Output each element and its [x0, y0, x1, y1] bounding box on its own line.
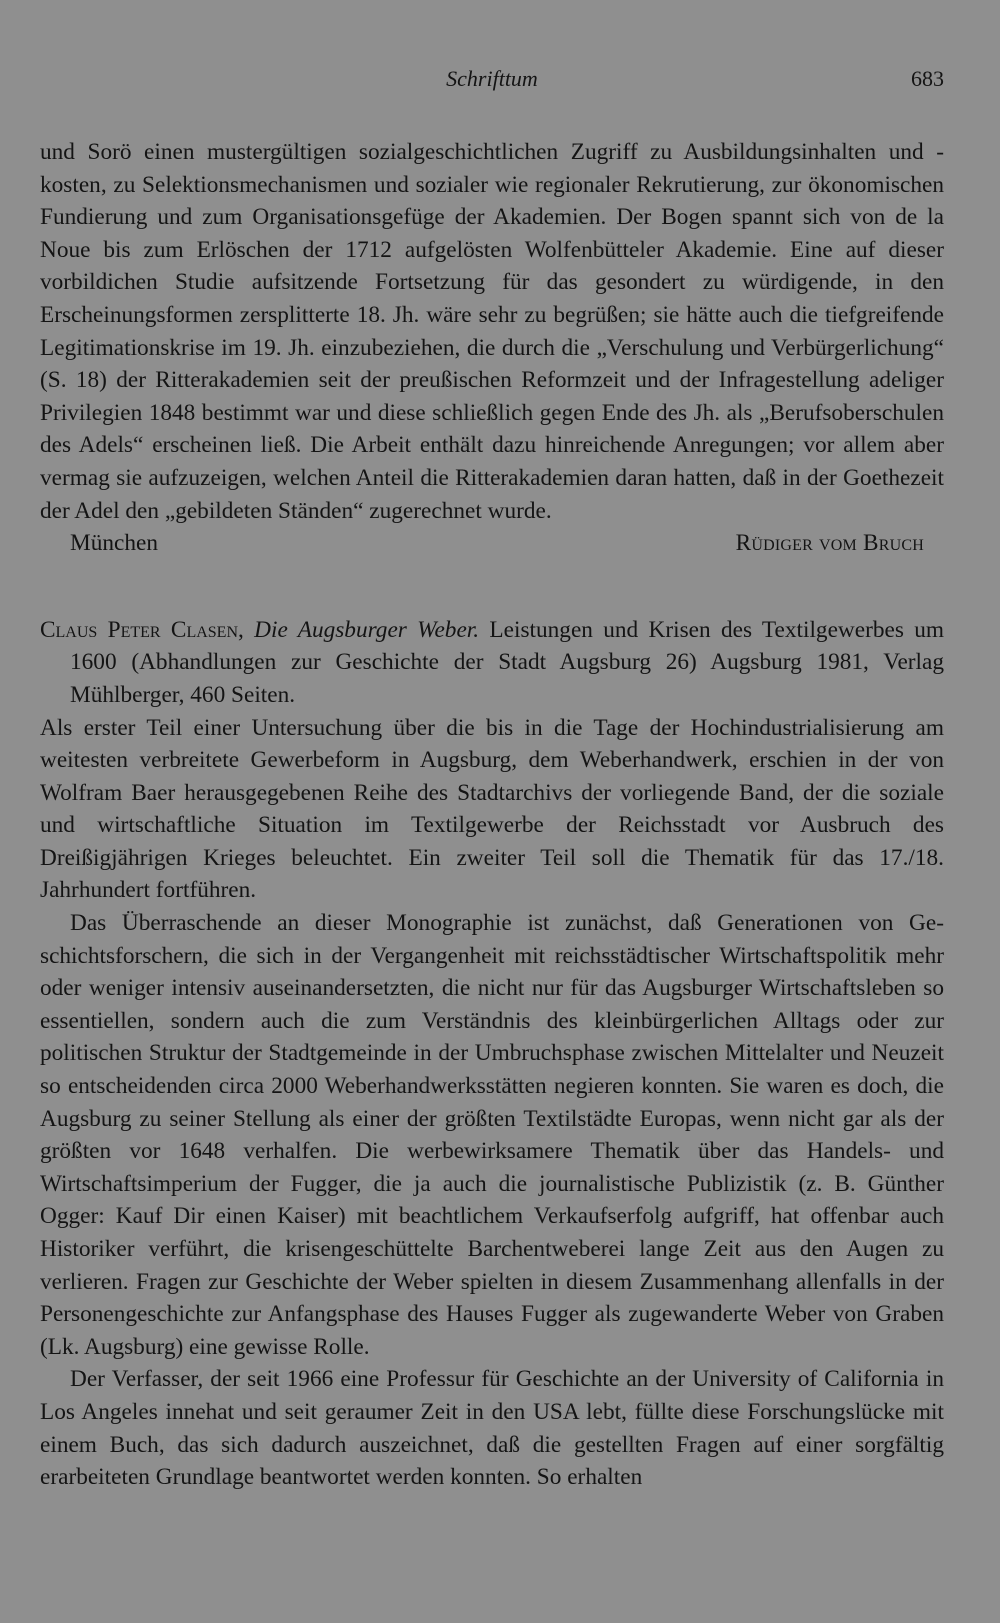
- review-continuation-paragraph: und Sorö einen mustergültigen sozialgeschichtlichen Zugriff zu Ausbildungsinhalten und -kosten, zu Selektionsmechanismen und sozialer wie regionaler Rekrutierung, zur ökonomischen Fundierung und zum Organisationsgefüge der Akademien. Der Bogen spannt sich von de la Noue bis zum Erlöschen der 1712 aufgelösten Wolfenbütteler Akademie. Eine auf dieser vorbildichen Studie aufsitzende Fortsetzung für das gesondert zu würdigende, in den Erscheinungsformen zersplitterte 18. Jh. wäre sehr zu begrüßen; sie hätte auch die tiefgreifende Legitimationskrise im 19. Jh. einzubeziehen, die durch die „Verschulung und Verbürgerlichung“ (S. 18) der Ritterakademien seit der preußischen Reformzeit und der Infragestellung adeliger Privilegien 1848 bestimmt war und diese schließlich gegen Ende des Jh. als „Berufsoberschulen des Adels“ erscheinen ließ. Die Arbeit enthält dazu hinreichende Anregungen; vor allem aber vermag sie aufzuzeigen, welchen Anteil die Ritterakademien daran hatten, daß in der Goethezeit der Adel den „gebildeten Ständen“ zugerechnet wurde.: [40, 139, 944, 524]
- review-paragraph-1: Als erster Teil einer Untersuchung über die bis in die Tage der Hochindustrialisierung am weitesten verbreitete Gewerbeform in Augsburg, dem Weberhandwerk, erschien in der von Wolfram Baer herausgegebenen Reihe des Stadtarchivs der vorliegende Band, der die soziale und wirtschaftliche Situation im Textilgewerbe der Reichsstadt vor Ausbruch des Dreißigjährigen Krieges beleuchtet. Ein zweiter Teil soll die Thematik für das 17./18. Jahrhundert fortführen.: [40, 714, 944, 904]
- section-title: Schrifttum: [446, 66, 538, 91]
- book-bibliography: Leistungen und Krisen des Textilgewerbes um 1600 (Abhandlungen zur Geschichte der Stadt Augsburg 26) Augsburg 1981, Verlag Mühlberger, 460 Seiten.: [70, 616, 944, 708]
- section-divider-space: [40, 560, 944, 614]
- review-bibliographic-entry: [40, 614, 944, 712]
- review-paragraph-3: Der Verfasser, der seit 1966 eine Professur für Geschichte an der University of California in Los Angeles innehat und seit geraumer Zeit in den USA lebt, füllte diese Forschungslücke mit einem Buch, das sich dadurch auszeichnet, daß die gestellten Fragen auf einer sorgfältig erarbeiteten Grundlage beantwortet werden konnten. So erhalten: [40, 1366, 944, 1491]
- review-paragraph-2: Das Überraschende an dieser Monographie ist zunächst, daß Generationen von Geschichtsforschern, die sich in der Vergangenheit mit reichsstädtischer Wirtschaftspolitik mehr oder weniger intensiv auseinandersetzten, die nicht nur für das Augsburger Wirtschaftsleben so essentiellen, sondern auch die zum Verständnis des kleinbürgerlichen Alltags oder zur politischen Struktur der Stadtgemeinde in der Umbruchsphase zwischen Mittelalter und Neuzeit so entscheidenden circa 2000 Weberhandwerksstätten negieren konnten. Sie waren es doch, die Augsburg zu seiner Stellung als einer der größten Textilstädte Europas, wenn nicht gar als der größten vor 1648 verhalfen. Die werbewirksamere Thematik über das Handels- und Wirtschaftsimperium der Fugger, die ja auch die journalistische Publizistik (z. B. Günther Ogger: Kauf Dir einen Kaiser) mit beachtlichem Verkaufserfolg aufgriff, hat offenbar auch Historiker verführt, die krisengeschüttelte Barchentweberei lange Zeit aus den Augen zu verlieren. Fragen zur Geschichte der Weber spielten in diesem Zusammenhang allenfalls in der Personengeschichte zur Anfangsphase des Hauses Fugger als zugewanderte Weber von Graben (Lk. Augsburg) eine gewisse Rolle.: [40, 910, 944, 1360]
- signature-place: München: [70, 530, 158, 557]
- review-signature: [40, 527, 944, 560]
- book-title: Die Augsburger Weber.: [254, 616, 480, 643]
- reviewer-name: Rüdiger vom Bruch: [735, 530, 924, 557]
- running-header: [40, 66, 944, 98]
- page-number: 683: [911, 66, 944, 91]
- book-author: Claus Peter Clasen,: [40, 616, 244, 643]
- page-body: [40, 136, 944, 1494]
